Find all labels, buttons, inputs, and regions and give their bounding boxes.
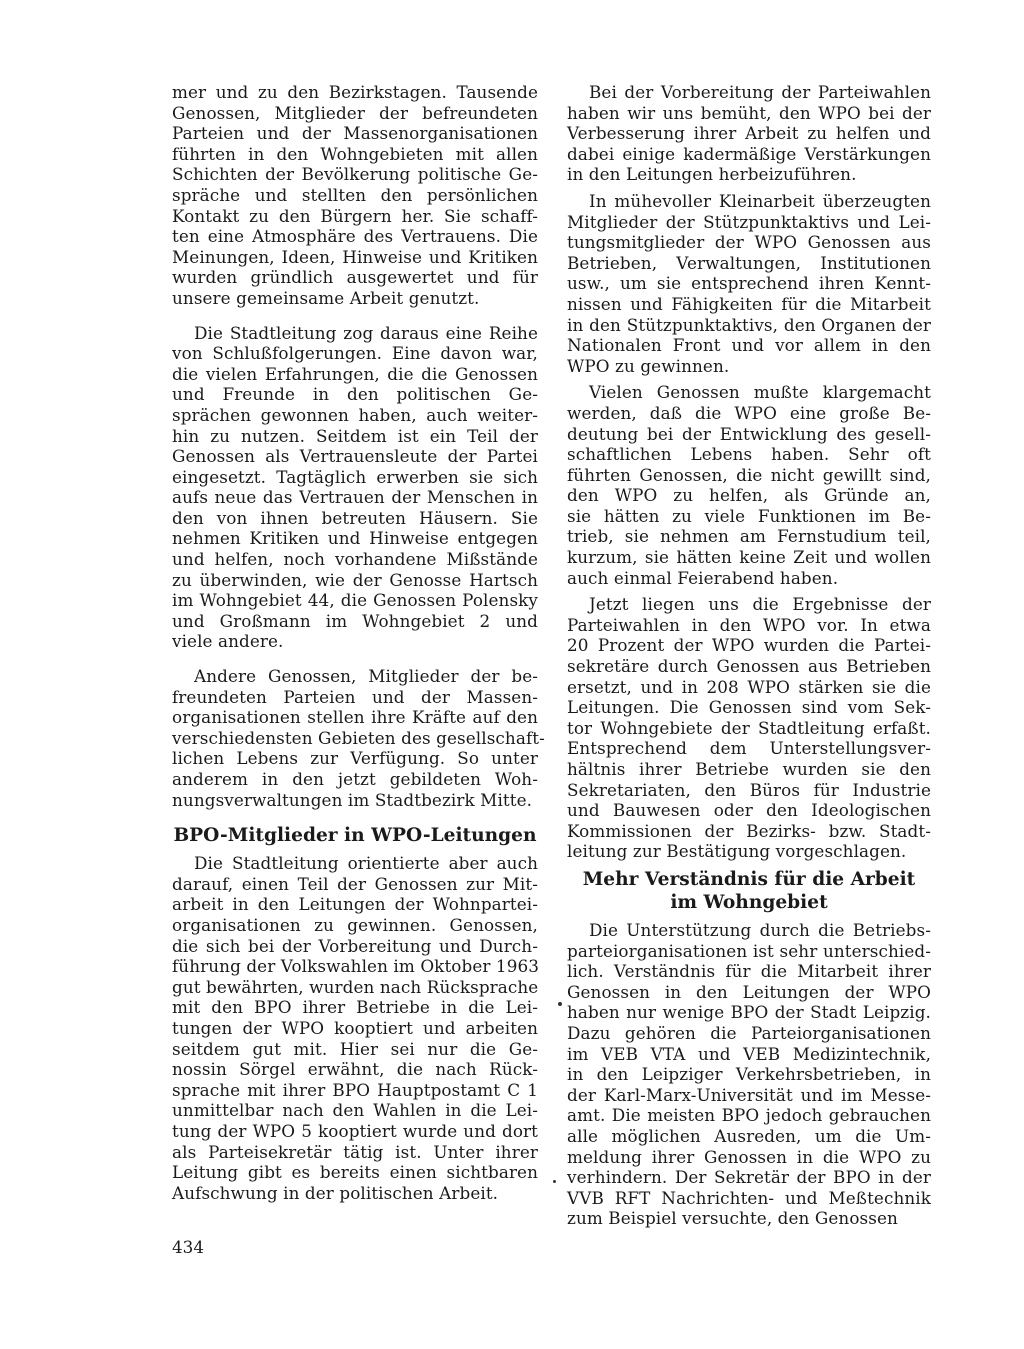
text-line: im Wohngebiet 44, die Genossen Polensky <box>172 590 538 611</box>
section-heading: BPO-Mitglieder in WPO-Leitungen <box>173 825 537 847</box>
text-line: der Karl-Marx-Universität und im Messe- <box>567 1084 931 1105</box>
text-line: anderem in den jetzt gebildeten Woh- <box>172 769 538 789</box>
text-line: viele andere. <box>172 631 284 652</box>
text-line: Schichten der Bevölkerung politische Ge- <box>172 164 538 185</box>
text-line: führten Genossen, die nicht gewillt sind, <box>567 464 931 485</box>
text-line: in den Leipziger Verkehrsbetrieben, in <box>567 1064 931 1085</box>
text-line: Genossen als Vertrauensleute der Partei <box>172 446 538 467</box>
text-line: ersetzt, und in 208 WPO stärken sie die <box>567 676 931 697</box>
text-line: tor Wohngebiete der Stadtleitung erfaßt. <box>567 717 931 738</box>
text-line: In mühevoller Kleinarbeit überzeugten <box>589 190 931 211</box>
text-line: Betrieben, Verwaltungen, Institutionen <box>567 252 931 273</box>
text-line: die vielen Erfahrungen, die die Genossen <box>172 363 538 384</box>
paragraph <box>172 323 538 653</box>
text-line: Die Unterstützung durch die Betriebs- <box>589 919 931 940</box>
text-line: kurzum, sie hätten keine Zeit und wollen <box>567 547 931 568</box>
paragraph <box>567 82 931 185</box>
text-line: unsere gemeinsame Arbeit genutzt. <box>172 287 480 308</box>
text-line: nehmen Kritiken und Hinweise entgegen <box>172 528 538 549</box>
paragraph <box>567 594 931 862</box>
text-line: unmittelbar nach den Wahlen in die Lei- <box>172 1100 538 1121</box>
text-line: Sekretariaten, den Büros für Industrie <box>567 779 931 800</box>
text-line: tungen der WPO kooptiert und arbeiten <box>172 1017 538 1038</box>
text-line: werden, daß die WPO eine große Be- <box>567 402 931 423</box>
text-line: Nationalen Front und vor allem in den <box>567 335 931 356</box>
text-line: zu überwinden, wie der Genosse Hartsch <box>172 569 538 590</box>
text-line: aufs neue das Vertrauen der Menschen in <box>172 487 538 508</box>
text-line: Genossen in den Leitungen der WPO <box>567 981 931 1002</box>
text-line: meldung ihrer Genossen in die WPO zu <box>567 1146 931 1167</box>
text-line: lich. Verständnis für die Mitarbeit ihrer <box>567 961 931 982</box>
text-line: arbeit in den Leitungen der Wohnpartei- <box>172 894 538 915</box>
text-line: hin zu nutzen. Seitdem ist ein Teil der <box>172 425 538 446</box>
paragraph <box>172 853 538 1203</box>
text-line: die sich bei der Vorbereitung und Durch- <box>172 935 538 956</box>
page-number: 434 <box>172 1237 205 1257</box>
text-line: leitung zur Bestätigung vorgeschlagen. <box>567 841 907 862</box>
text-line: Mitglieder der Stützpunktaktivs und Lei- <box>567 211 931 232</box>
text-line: Leitungen. Die Genossen sind vom Sek- <box>567 697 931 718</box>
text-line: nossin Sörgel erwähnt, die nach Rück- <box>172 1059 538 1080</box>
text-line: und Großmann im Wohngebiet 2 und <box>172 610 538 631</box>
text-line: Die Stadtleitung orientierte aber auch <box>194 853 538 874</box>
text-line: verhindern. Der Sekretär der BPO in der <box>567 1167 931 1188</box>
text-line: zum Beispiel versuchte, den Genossen <box>567 1208 898 1229</box>
text-line: den von ihnen betreuten Häusern. Sie <box>172 507 538 528</box>
text-line: parteiorganisationen ist sehr unterschied- <box>567 940 931 961</box>
text-line: Die Stadtleitung zog daraus eine Reihe <box>194 322 538 343</box>
text-line: organisationen stellen ihre Kräfte auf den <box>172 707 538 728</box>
text-line: Aufschwung in der politischen Arbeit. <box>172 1182 499 1203</box>
text-line: hältnis ihrer Betriebe wurden sie den <box>567 759 931 779</box>
text-line: VVB RFT Nachrichten- und Meßtechnik <box>567 1187 931 1208</box>
paragraph <box>567 382 931 588</box>
text-line: und helfen, noch vorhandene Mißstände <box>172 549 538 570</box>
text-line: darauf, einen Teil der Genossen zur Mit- <box>172 873 538 894</box>
paragraph <box>567 920 931 1229</box>
text-line: Bei der Vorbereitung der Parteiwahlen <box>589 82 931 102</box>
text-line: Dazu gehören die Parteiorganisationen <box>567 1022 931 1043</box>
text-line: und Freunde in den politischen Ge- <box>172 384 538 405</box>
text-line: von Schlußfolgerungen. Eine davon war, <box>172 343 538 364</box>
text-line: freundeten Parteien und der Massen- <box>172 686 538 707</box>
text-line: schaftlichen Lebens haben. Sehr oft <box>567 444 931 465</box>
text-line: Vielen Genossen mußte klargemacht <box>589 382 931 403</box>
text-line: usw., um sie entsprechend ihren Kennt- <box>567 273 931 294</box>
heading-line: im Wohngebiet <box>670 891 828 913</box>
text-line: tungsmitglieder der WPO Genossen aus <box>567 232 931 253</box>
text-line: Kommissionen der Bezirks- bzw. Stadt- <box>567 820 931 841</box>
paragraph-gap <box>172 810 538 824</box>
paragraph <box>172 666 545 810</box>
text-line: und Bauwesen oder den Ideologischen <box>567 800 931 821</box>
text-line: dabei einige kadermäßige Verstärkungen <box>567 143 931 164</box>
text-line: Meinungen, Ideen, Hinweise und Kritiken <box>172 246 538 267</box>
print-speck <box>553 1180 556 1183</box>
text-line: sprächen gewonnen haben, auch weiter- <box>172 404 538 425</box>
section-heading <box>567 868 931 914</box>
print-speck <box>558 1002 562 1006</box>
text-line: Kontakt zu den Bürgern her. Sie schaff- <box>172 205 538 226</box>
text-line: deutung bei der Entwicklung des gesell- <box>567 423 931 444</box>
text-line: haben wir uns bemüht, den WPO bei der <box>567 102 931 123</box>
text-line: Parteiwahlen in den WPO vor. In etwa <box>567 614 931 635</box>
text-line: als Parteisekretär tätig ist. Unter ihrer <box>172 1141 538 1162</box>
text-line: haben nur wenige BPO der Stadt Leipzig. <box>567 1002 931 1023</box>
text-line: Leitung gibt es bereits einen sichtbaren <box>172 1162 538 1183</box>
text-line: eingesetzt. Tagtäglich erwerben sie sich <box>172 466 538 487</box>
text-line: wurden gründlich ausgewertet und für <box>172 267 538 288</box>
left-column <box>172 82 545 1203</box>
text-line: Jetzt liegen uns die Ergebnisse der <box>589 594 931 615</box>
paragraph <box>567 191 931 376</box>
text-line: Entsprechend dem Unterstellungsver- <box>567 738 931 759</box>
text-line: im VEB VTA und VEB Medizintechnik, <box>567 1043 931 1064</box>
paragraph-gap <box>172 652 538 666</box>
right-column <box>567 82 931 1229</box>
text-line: in den Leitungen herbeizuführen. <box>567 164 857 185</box>
text-line: Verbesserung ihrer Arbeit zu helfen und <box>567 123 931 144</box>
text-line: nissen und Fähigkeiten für die Mitarbeit <box>567 293 931 314</box>
text-line: tung der WPO 5 kooptiert wurde und dort <box>172 1120 538 1141</box>
paragraph-gap <box>172 309 538 323</box>
text-line: spräche und stellten den persönlichen <box>172 184 538 205</box>
text-line: den WPO zu helfen, als Gründe an, <box>567 485 931 506</box>
text-line: führten in den Wohngebieten mit allen <box>172 143 538 164</box>
text-line: sie hätten zu viele Funktionen im Be- <box>567 505 931 526</box>
text-line: führung der Volkswahlen im Oktober 1963 <box>172 956 540 977</box>
text-line: amt. Die meisten BPO jedoch gebrauchen <box>567 1105 931 1126</box>
text-line: trieb, sie nehmen am Fernstudium teil, <box>567 526 931 547</box>
text-line: mer und zu den Bezirkstagen. Tausende <box>172 82 538 102</box>
text-line: verschiedensten Gebieten des gesellschaft- <box>172 727 545 748</box>
text-line: Parteien und der Massenorganisationen <box>172 123 538 144</box>
text-line: gut bewährten, wurden nach Rücksprache <box>172 976 539 997</box>
text-line: 20 Prozent der WPO wurden die Partei- <box>567 635 931 656</box>
text-line: organisationen zu gewinnen. Genossen, <box>172 914 538 935</box>
text-line: mit den BPO ihrer Betriebe in die Lei- <box>172 997 538 1018</box>
text-line: Andere Genossen, Mitglieder der be- <box>194 666 538 687</box>
text-line: sekretäre durch Genossen aus Betrieben <box>567 656 931 677</box>
text-line: lichen Lebens zur Verfügung. So unter <box>172 748 538 769</box>
text-line: auch einmal Feierabend haben. <box>567 567 839 588</box>
text-line: sprache mit ihrer BPO Hauptpostamt C 1 <box>172 1079 538 1100</box>
text-line: nungsverwaltungen im Stadtbezirk Mitte. <box>172 789 533 810</box>
text-line: WPO zu gewinnen. <box>567 355 730 376</box>
text-line: alle möglichen Ausreden, um die Um- <box>567 1125 931 1146</box>
text-line: in den Stützpunktaktivs, den Organen der <box>567 314 931 335</box>
text-line: seitdem gut mit. Hier sei nur die Ge- <box>172 1038 538 1059</box>
text-line: Genossen, Mitglieder der befreundeten <box>172 102 538 123</box>
heading-line: Mehr Verständnis für die Arbeit <box>582 868 916 890</box>
text-line: ten eine Atmosphäre des Vertrauens. Die <box>172 226 538 247</box>
paragraph <box>172 82 538 309</box>
